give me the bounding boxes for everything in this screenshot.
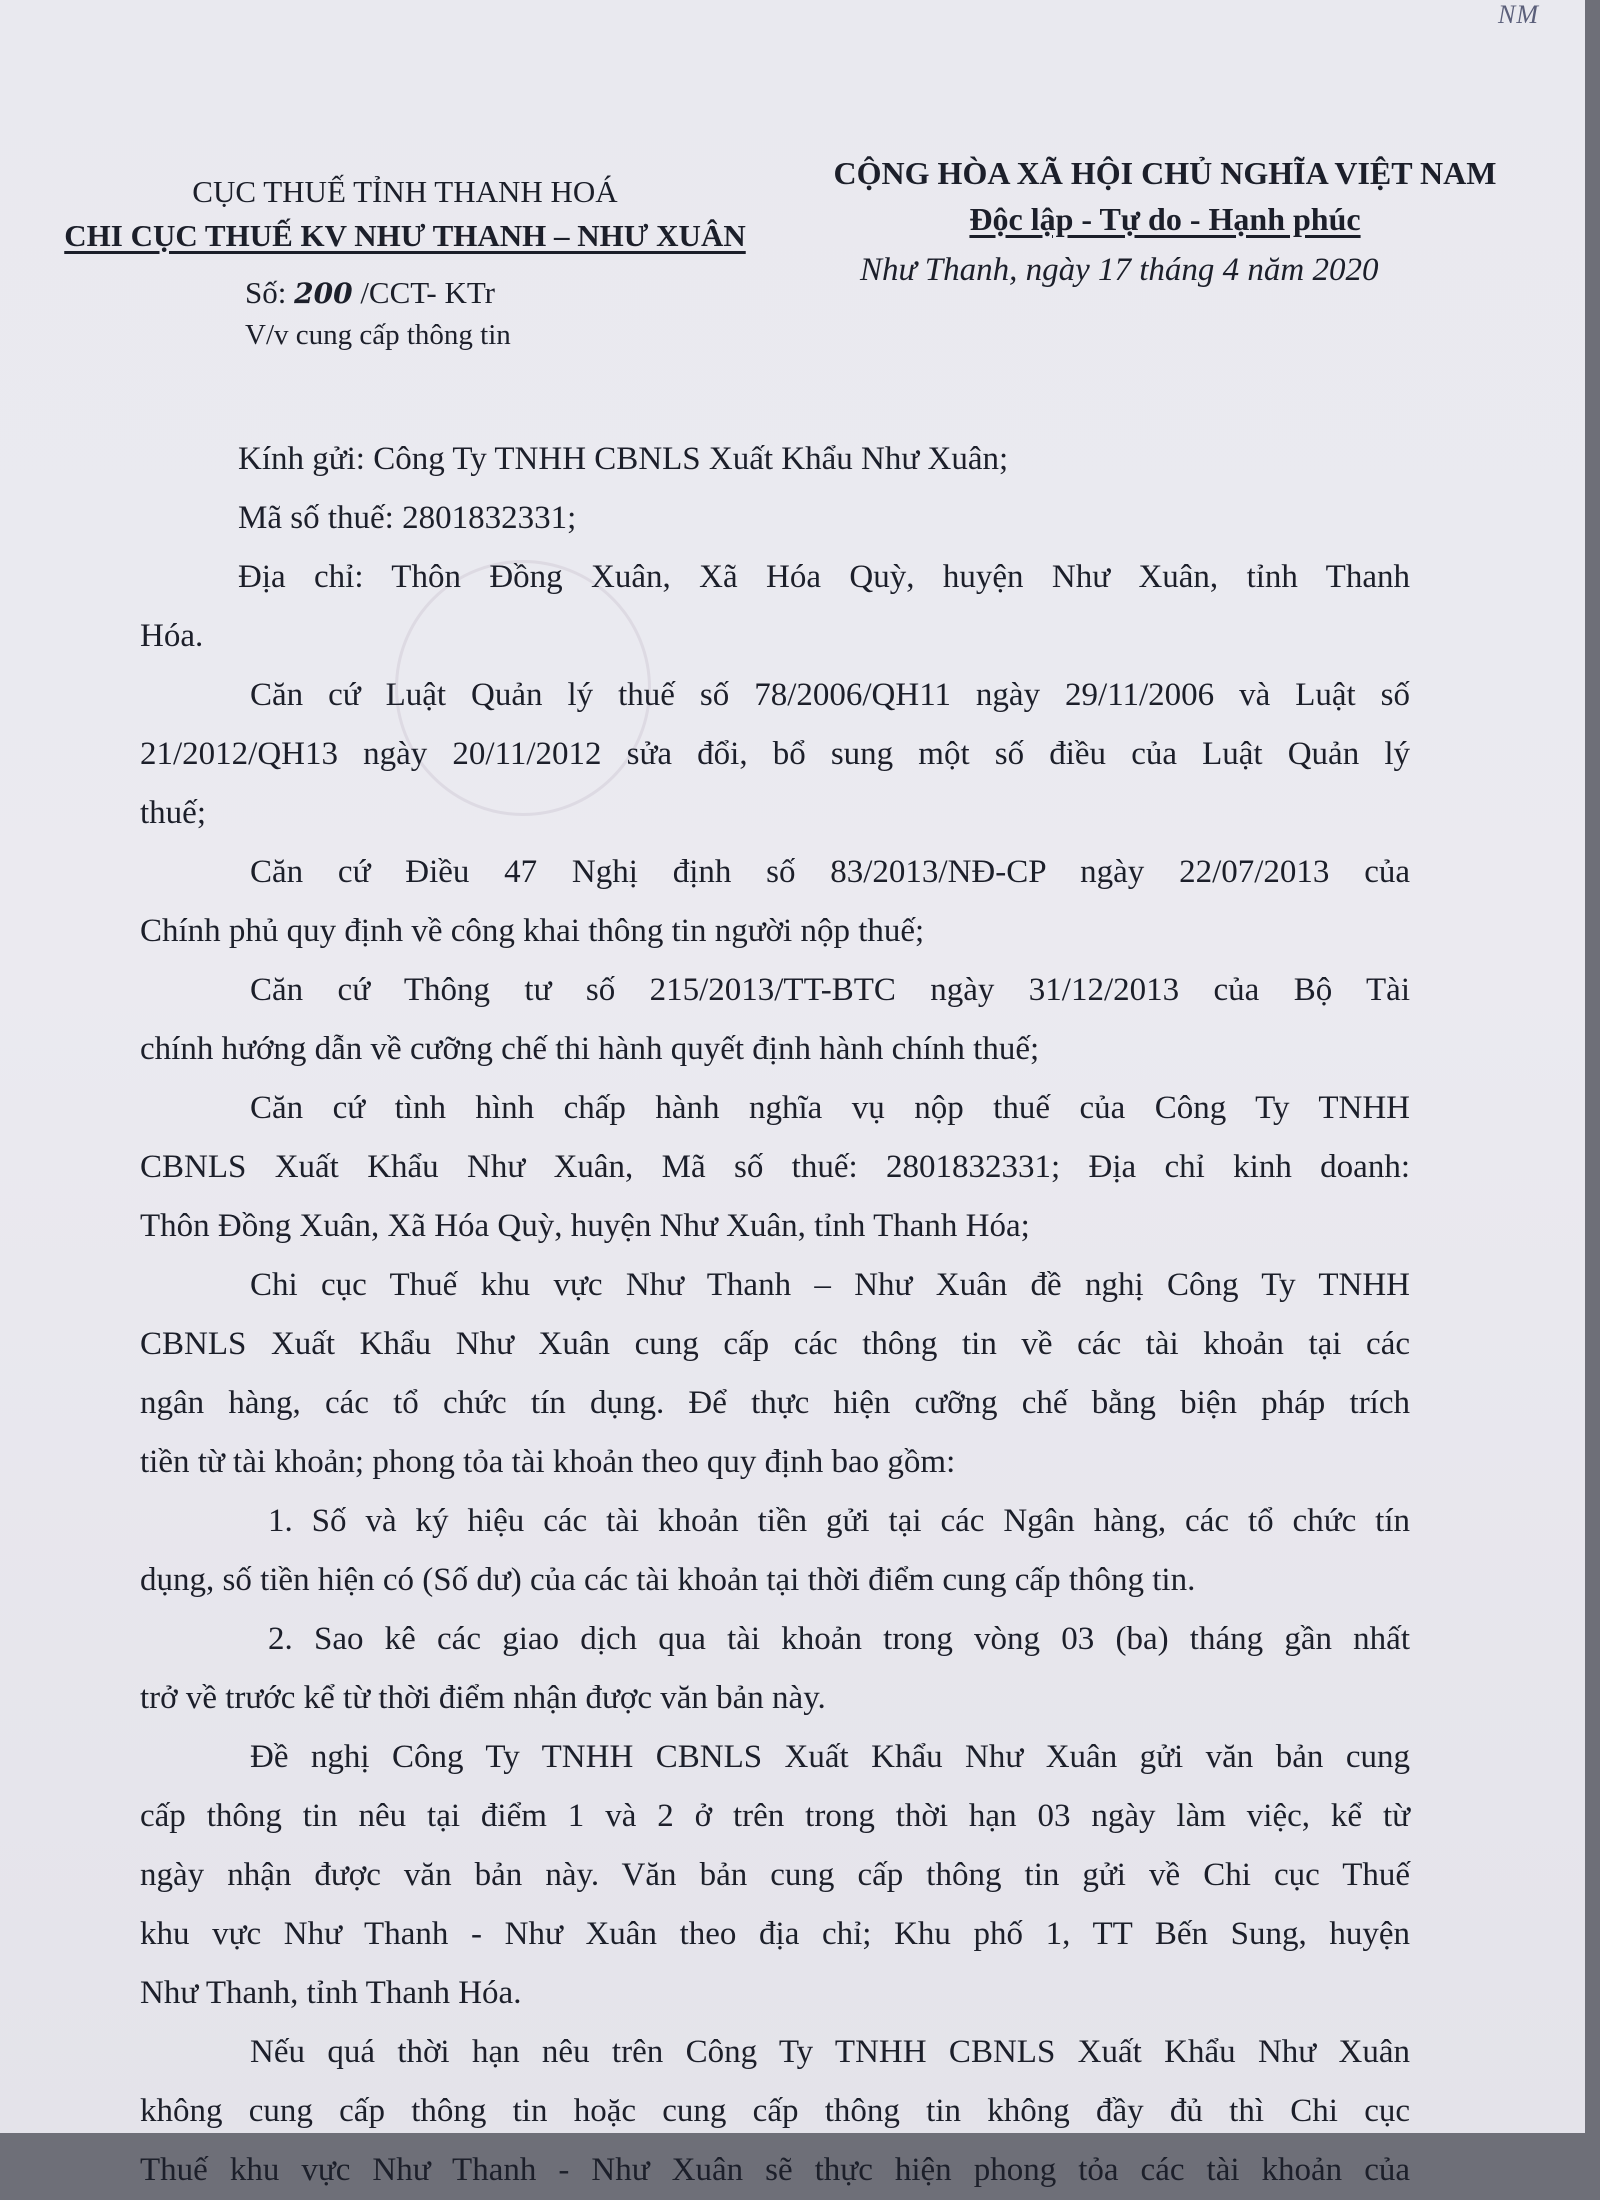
paragraph-request xyxy=(140,1256,1410,1492)
text-line: 21/2012/QH13 ngày 20/11/2012 sửa đổi, bổ sung một số điều của Luật Quản lý xyxy=(140,736,1410,772)
document-subject: V/v cung cấp thông tin xyxy=(245,319,511,351)
text-line: CBNLS Xuất Khẩu Như Xuân cung cấp các thông tin về các tài khoản tại các xyxy=(140,1326,1410,1362)
text-line: CBNLS Xuất Khẩu Như Xuân, Mã số thuế: 2801832331; Địa chỉ kinh doanh: xyxy=(140,1149,1410,1185)
recipient-block xyxy=(140,430,1410,666)
text-line: Thôn Đồng Xuân, Xã Hóa Quỳ, huyện Như Xuân, tỉnh Thanh Hóa; xyxy=(140,1208,1030,1244)
text-line: Chi cục Thuế khu vực Như Thanh – Như Xuân đề nghị Công Ty TNHH xyxy=(250,1267,1410,1303)
document-number-suffix: /CCT- KTr xyxy=(352,275,495,310)
issuer-header xyxy=(20,170,790,258)
address-line-cont: Hóa. xyxy=(140,618,204,654)
list-item-2 xyxy=(140,1610,1410,1728)
tax-code-line: Mã số thuế: 2801832331; xyxy=(238,500,577,536)
text-line: dụng, số tiền hiện có (Số dư) của các tài khoản tại thời điểm cung cấp thông tin. xyxy=(140,1562,1196,1598)
document-number-prefix: Số: xyxy=(245,275,295,310)
issuer-agency xyxy=(20,214,790,258)
paragraph-legal-basis-2 xyxy=(140,843,1410,961)
handwritten-corner-mark: NM xyxy=(1498,0,1539,29)
text-line: 2. Sao kê các giao dịch qua tài khoản trong vòng 03 (ba) tháng gần nhất xyxy=(268,1621,1410,1657)
recipient-line: Kính gửi: Công Ty TNHH CBNLS Xuất Khẩu Như Xuân; xyxy=(238,441,1009,477)
text-line: khu vực Như Thanh - Như Xuân theo địa chỉ; Khu phố 1, TT Bến Sung, huyện xyxy=(140,1916,1410,1952)
text-line: cấp thông tin nêu tại điểm 1 và 2 ở trên trong thời hạn 03 ngày làm việc, kể từ xyxy=(140,1798,1410,1834)
text-line: ngân hàng, các tổ chức tín dụng. Để thực hiện cưỡng chế bằng biện pháp trích xyxy=(140,1385,1410,1421)
list-item-1 xyxy=(140,1492,1410,1610)
text-line: không cung cấp thông tin hoặc cung cấp thông tin không đầy đủ thì Chi cục xyxy=(140,2093,1410,2129)
paragraph-deadline xyxy=(140,1728,1410,2023)
document-number-handwritten: 200 xyxy=(294,277,353,310)
text-line: Căn cứ Điều 47 Nghị định số 83/2013/NĐ-CP ngày 22/07/2013 của xyxy=(250,854,1410,890)
issuer-parent-agency: CỤC THUẾ TỈNH THANH HOÁ xyxy=(192,174,618,209)
text-line: tiền từ tài khoản; phong tỏa tài khoản theo quy định bao gồm: xyxy=(140,1444,956,1480)
text-line: chính hướng dẫn về cưỡng chế thi hành quyết định hành chính thuế; xyxy=(140,1031,1040,1067)
text-line: Chính phủ quy định về công khai thông tin người nộp thuế; xyxy=(140,913,925,949)
text-line: Căn cứ tình hình chấp hành nghĩa vụ nộp thuế của Công Ty TNHH xyxy=(250,1090,1410,1126)
national-motto-header xyxy=(790,150,1540,242)
national-motto-text: Độc lập - Tự do - Hạnh phúc xyxy=(969,201,1361,237)
text-line: Như Thanh, tỉnh Thanh Hóa. xyxy=(140,1975,522,2011)
text-line: 1. Số và ký hiệu các tài khoản tiền gửi tại các Ngân hàng, các tổ chức tín xyxy=(268,1503,1410,1539)
text-line: Nếu quá thời hạn nêu trên Công Ty TNHH CBNLS Xuất Khẩu Như Xuân xyxy=(250,2034,1410,2070)
paragraph-legal-basis-1 xyxy=(140,666,1410,843)
text-line: thuế; xyxy=(140,795,206,831)
date-line: Như Thanh, ngày 17 tháng 4 năm 2020 xyxy=(860,252,1379,288)
document-body xyxy=(140,430,1410,2200)
address-line: Địa chỉ: Thôn Đồng Xuân, Xã Hóa Quỳ, huyện Như Xuân, tỉnh Thanh xyxy=(238,559,1410,595)
text-line: Đề nghị Công Ty TNHH CBNLS Xuất Khẩu Như Xuân gửi văn bản cung xyxy=(250,1739,1410,1775)
issuer-agency-text: CHI CỤC THUẾ KV NHƯ THANH – NHƯ XUÂN xyxy=(64,218,746,253)
document-number xyxy=(245,275,495,311)
text-line: ngày nhận được văn bản này. Văn bản cung cấp thông tin gửi về Chi cục Thuế xyxy=(140,1857,1410,1893)
paragraph-legal-basis-3 xyxy=(140,961,1410,1079)
text-line: Căn cứ Luật Quản lý thuế số 78/2006/QH11 ngày 29/11/2006 và Luật số xyxy=(250,677,1410,713)
paragraph-consequence xyxy=(140,2023,1410,2200)
text-line: Căn cứ Thông tư số 215/2013/TT-BTC ngày 31/12/2013 của Bộ Tài xyxy=(250,972,1410,1008)
national-motto xyxy=(790,196,1540,242)
text-line: trở về trước kể từ thời điểm nhận được văn bản này. xyxy=(140,1680,826,1716)
country-name: CỘNG HÒA XÃ HỘI CHỦ NGHĨA VIỆT NAM xyxy=(833,155,1497,191)
text-line: Thuế khu vực Như Thanh - Như Xuân sẽ thực hiện phong tỏa các tài khoản của xyxy=(140,2152,1410,2188)
paragraph-compliance xyxy=(140,1079,1410,1256)
